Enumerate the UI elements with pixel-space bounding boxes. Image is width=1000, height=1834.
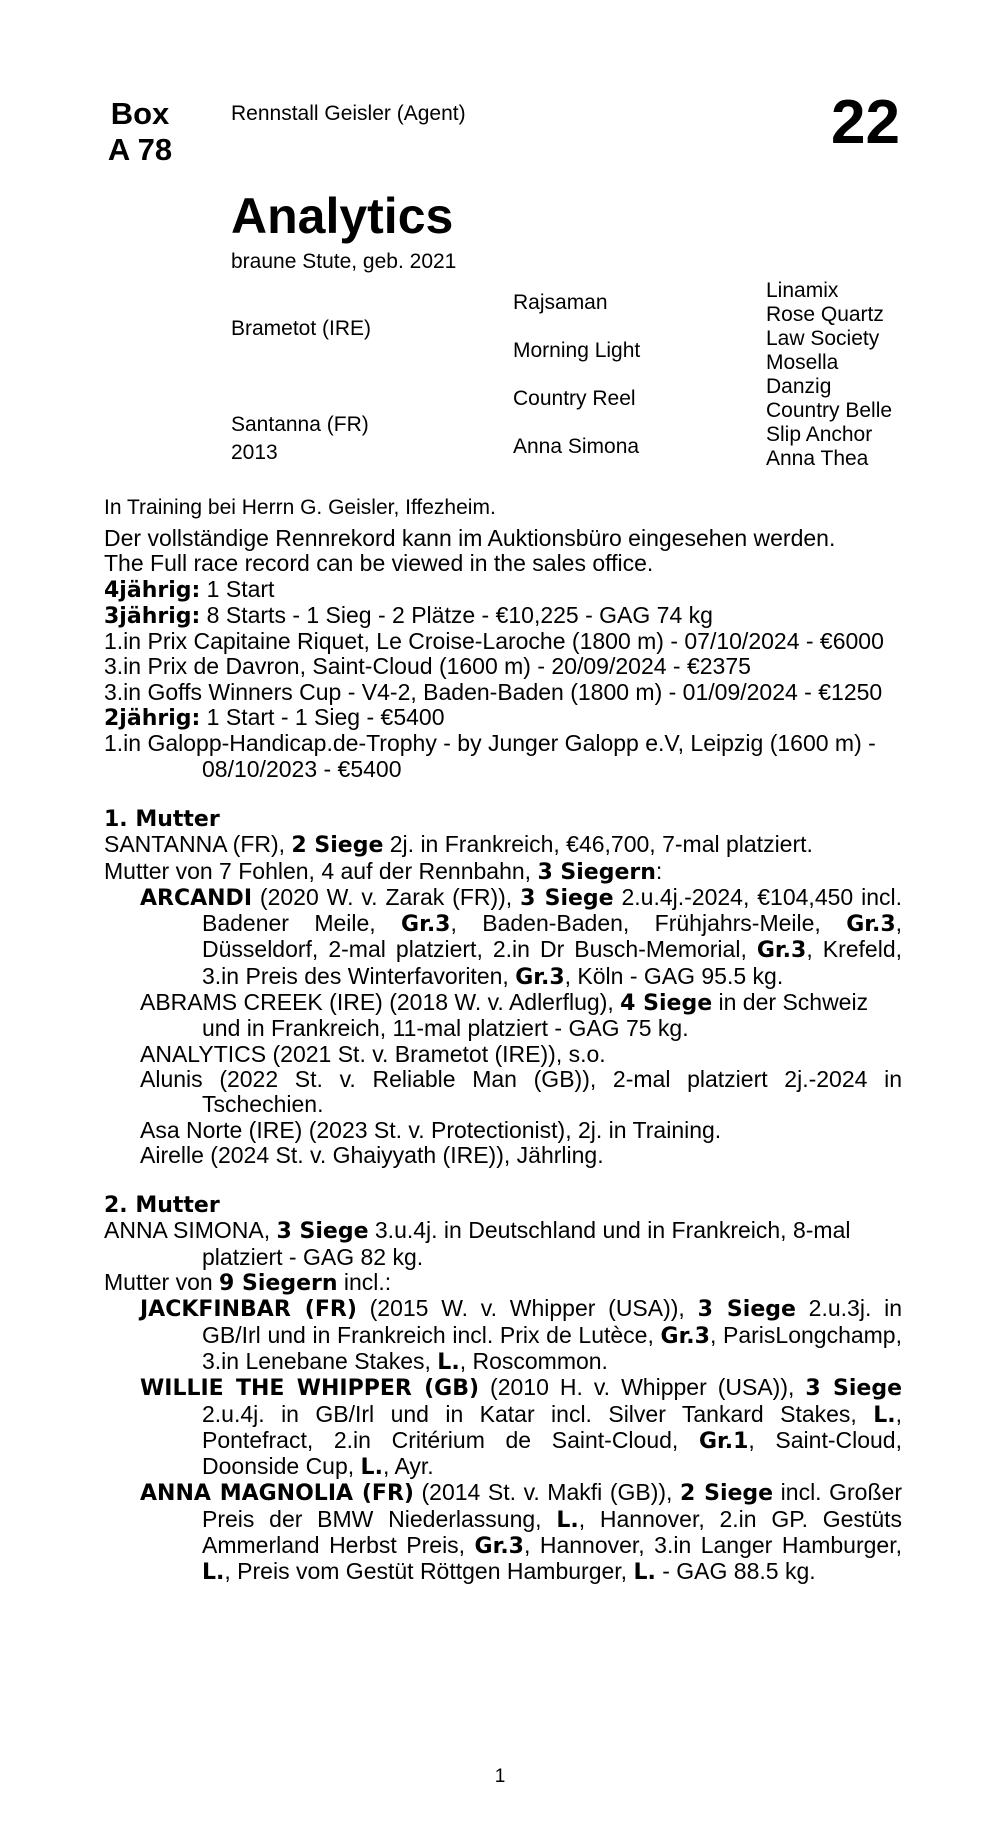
produce-item: Asa Norte (IRE) (2023 St. v. Protectionist), 2j. in Training. [140,1116,722,1143]
race-grade: Gr.1 [698,1428,749,1454]
produce-text: , Preis vom Gestüt Röttgen Hamburger, [224,1558,634,1585]
produce-text: 2.u.4j. in GB/Irl und in Katar incl. Silver Tankard Stakes, [202,1400,874,1427]
produce-text: , Krefeld, 3.in Preis des Winterfavoriten, [202,936,903,989]
produce-text: , ParisLongchamp, 3.in Lenebane Stakes, [202,1321,902,1374]
pedigree-dam: Santanna (FR) [231,413,369,436]
produce-item: Alunis (2022 St. v. Reliable Man (GB)), 2-mal platziert 2j.-2024 in Tschechien. [140,1065,902,1118]
box-label-text: Box [110,96,170,131]
dam1-heading: 1. Mutter [104,806,220,832]
produce-jackfinbar [104,1296,902,1375]
produce-text: (2020 W. v. Zarak (FR)), [252,883,521,910]
age3-label: 3jährig: [104,603,201,629]
horse-name: Analytics [231,188,454,244]
pedigree-grandparent: Rajsaman [513,291,608,314]
race-grade: L. [873,1402,896,1428]
dam1-winners: 3 Siegern [537,859,656,885]
dam1-produce-end: : [655,857,663,884]
produce-wins: 3 Siege [520,885,614,911]
produce-text: in der Schweiz und in Frankreich, 11-mal platziert - GAG 75 kg. [202,989,869,1042]
pedigree-grandparent: Country Reel [513,387,636,410]
produce-text: , Düsseldorf, 2-mal platziert, 2.in Dr Busch-Memorial, [202,910,903,963]
age4-summary: 1 Start [200,575,275,602]
age2-label: 2jährig: [104,706,201,732]
produce-text: 2.u.4j.-2024, €104,450 incl. Badener Meile, [202,883,903,937]
page-number: 1 [494,1766,506,1787]
dam1-produce [104,859,902,885]
box-label [100,96,180,168]
dam2-winners: 9 Siegern [219,1271,338,1297]
pedigree-dam-year: 2013 [231,441,278,464]
race-result: 1.in Galopp-Handicap.de-Trophy - by Junger Galopp e.V, Leipzig (1600 m) - 08/10/2023 - €5400 [104,730,876,782]
produce-willie-the-whipper [104,1375,902,1480]
training-info: In Training bei Herrn G. Geisler, Iffezheim. [104,496,496,519]
pedigree-great-grandparent: Country Belle [766,399,893,422]
pedigree-great-grandparent: Slip Anchor [766,423,873,446]
race-grade: Gr.3 [515,964,565,990]
produce-text: , Saint-Cloud, Doonside Cup, [202,1426,902,1480]
produce-text: , Pontefract, 2.in Critérium de Saint-Cloud, [202,1400,902,1453]
dam1-name: SANTANNA (FR), [104,831,292,858]
pedigree-great-grandparent: Danzig [766,375,832,398]
race-result: 3.in Goffs Winners Cup - V4-2, Baden-Baden (1800 m) - 01/09/2024 - €1250 [104,678,883,705]
produce-item: ANALYTICS (2021 St. v. Brametot (IRE)), s.o. [140,1040,606,1067]
dam2-produce-intro: Mutter von [104,1269,220,1296]
age3-line [104,603,902,629]
produce-wins: 3 Siege [805,1376,902,1402]
produce-wins: 2 Siege [679,1481,774,1507]
dam2-heading: 2. Mutter [104,1193,220,1219]
produce-text: ABRAMS CREEK (IRE) (2018 W. v. Adlerflug), [140,989,621,1016]
produce-wins: 4 Siege [620,991,713,1017]
pedigree-grandparent: Anna Simona [513,435,640,458]
dam2-produce [104,1270,902,1296]
race-grade: Gr.3 [474,1533,524,1559]
produce-text: , Köln - GAG 95.5 kg. [564,962,784,989]
dam1-wins: 2 Siege [291,833,384,859]
dam1-summary-text: 2j. in Frankreich, €46,700, 7-mal platziert. [383,831,813,858]
produce-text: (2014 St. v. Makfi (GB)), [413,1479,680,1506]
age4-line [104,577,902,603]
produce-text: , Roscommon. [459,1347,608,1374]
produce-abrams-creek [104,990,902,1042]
race-result: 1.in Prix Capitaine Riquet, Le Croise-Laroche (1800 m) - 07/10/2024 - €6000 [104,628,884,655]
dam1-produce-intro: Mutter von 7 Fohlen, 4 auf der Rennbahn, [104,857,538,884]
produce-text: incl. Großer Preis der BMW Niederlassung, [202,1479,902,1532]
race-grade: L. [360,1455,383,1481]
box-number: A 78 [107,132,173,167]
dam2-name: ANNA SIMONA, [104,1217,277,1244]
produce-text: , Hannover, 3.in Langer Hamburger, [523,1531,902,1558]
race-grade: L. [633,1560,656,1586]
produce-anna-magnolia [104,1480,902,1585]
race-record-section [104,526,902,1586]
produce-text: (2015 W. v. Whipper (USA)), [356,1295,698,1322]
race-grade: L. [437,1349,460,1375]
produce-text: - GAG 88.5 kg. [655,1558,816,1585]
produce-arcandi [104,885,902,990]
pedigree-sire: Brametot (IRE) [231,317,372,340]
dam2-produce-end: incl.: [337,1269,392,1296]
dam2-summary [104,1218,902,1270]
produce-text: , Ayr. [382,1453,434,1480]
produce-name: WILLIE THE WHIPPER (GB) [140,1376,480,1402]
horse-description: braune Stute, geb. 2021 [231,250,457,273]
age4-label: 4jährig: [104,577,201,603]
stable-name: Rennstall Geisler (Agent) [231,102,466,125]
lot-number: 22 [831,88,900,157]
produce-text: (2010 H. v. Whipper (USA)), [479,1374,806,1401]
produce-item: Airelle (2024 St. v. Ghaiyyath (IRE)), Jährling. [140,1141,604,1168]
race-grade: L. [202,1560,225,1586]
race-grade: L. [556,1507,579,1533]
race-grade: Gr.3 [401,912,451,938]
race-grade: Gr.3 [846,912,896,938]
record-note-de: Der vollständige Rennrekord kann im Auktionsbüro eingesehen werden. [104,525,836,551]
dam1-summary [104,832,902,858]
age2-line [104,705,902,731]
dam2-summary-text: 3.u.4j. in Deutschland und in Frankreich, 8-mal platziert - GAG 82 kg. [202,1217,851,1270]
produce-name: JACKFINBAR (FR) [140,1297,357,1323]
pedigree-great-grandparent: Mosella [766,351,839,374]
age3-summary: 8 Starts - 1 Sieg - 2 Plätze - €10,225 - GAG 74 kg [200,601,713,628]
produce-name: ARCANDI [140,885,252,911]
produce-wins: 3 Siege [697,1297,796,1323]
produce-name: ANNA MAGNOLIA (FR) [140,1481,414,1507]
pedigree-grandparent: Morning Light [513,339,641,362]
race-grade: Gr.3 [756,938,807,964]
pedigree-great-grandparent: Law Society [766,327,880,350]
dam2-wins: 3 Siege [276,1219,369,1245]
race-grade: Gr.3 [660,1323,710,1349]
produce-text: , Baden-Baden, Frühjahrs-Meile, [450,910,847,937]
record-note-en: The Full race record can be viewed in the sales office. [104,550,654,577]
age2-summary: 1 Start - 1 Sieg - €5400 [200,704,445,731]
pedigree-great-grandparent: Rose Quartz [766,303,884,326]
produce-text: 2.u.3j. in GB/Irl und in Frankreich incl. Prix de Lutèce, [202,1295,902,1348]
race-result: 3.in Prix de Davron, Saint-Cloud (1600 m) - 20/09/2024 - €2375 [104,653,751,680]
produce-text: , Hannover, 2.in GP. Gestüts Ammerland Herbst Preis, [202,1505,902,1558]
pedigree-great-grandparent: Anna Thea [766,447,869,470]
pedigree-great-grandparent: Linamix [766,279,839,302]
